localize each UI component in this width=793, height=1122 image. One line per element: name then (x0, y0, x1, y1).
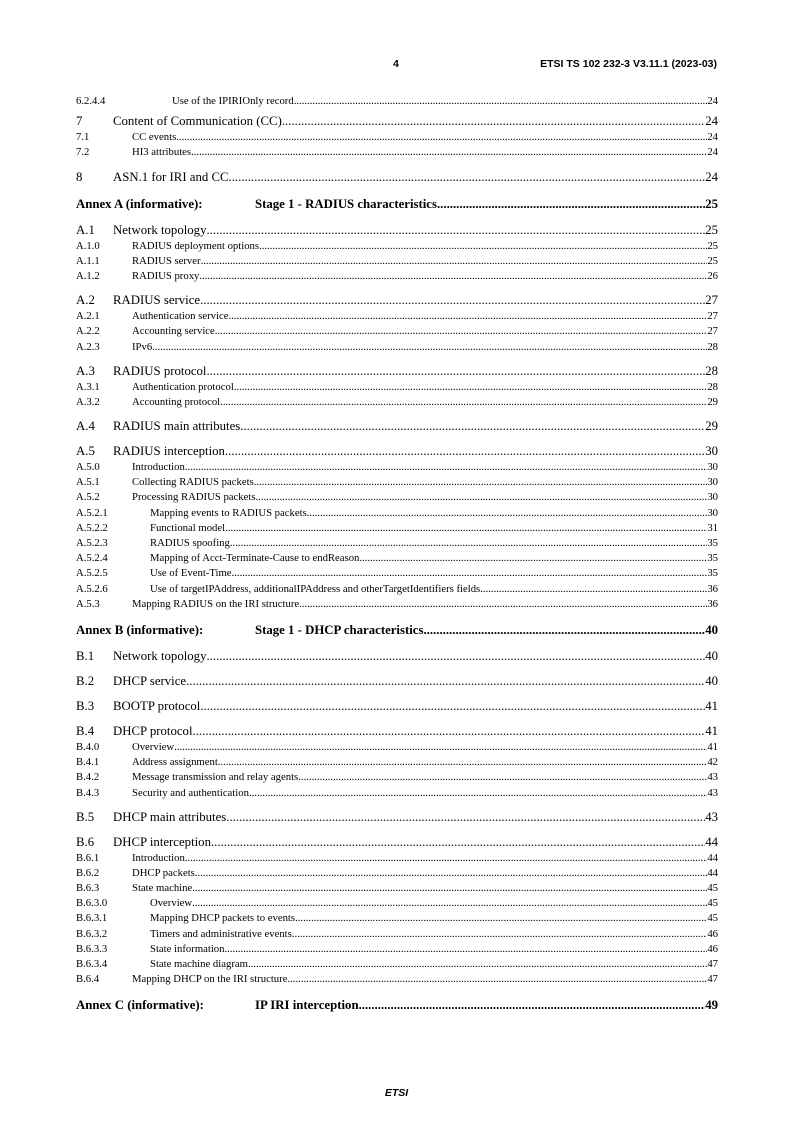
toc-entry-page: 42 (707, 756, 718, 769)
table-of-contents (76, 95, 718, 1016)
toc-entry-number: 8 (76, 169, 83, 184)
toc-entry-number: B.4.2 (76, 771, 100, 784)
toc-entry-page: 26 (707, 269, 718, 282)
toc-entry-page: 24 (705, 169, 718, 184)
toc-dot-leader (206, 649, 705, 664)
toc-entry-title: Stage 1 - RADIUS characteristics (255, 196, 437, 211)
toc-entry-page: 27 (707, 310, 718, 323)
toc-entry-page: 45 (707, 897, 718, 910)
toc-entry-page: 27 (705, 293, 718, 308)
toc-entry[interactable] (76, 583, 718, 598)
toc-entry-number: A.1 (76, 222, 95, 237)
toc-entry-number: A.2.2 (76, 325, 100, 338)
toc-dot-leader (423, 623, 705, 638)
toc-entry-number: A.1.2 (76, 269, 100, 282)
toc-entry-page: 25 (707, 239, 718, 252)
toc-dot-leader (206, 223, 705, 238)
toc-entry[interactable] (76, 958, 718, 973)
toc-entry-title: State machine diagram (150, 958, 248, 970)
toc-entry-title: Security and authentication (132, 786, 249, 799)
toc-entry-number: 7.2 (76, 146, 90, 159)
toc-entry[interactable] (76, 867, 718, 882)
toc-entry-number: B.6.3.0 (76, 897, 108, 910)
toc-dot-leader (226, 810, 705, 825)
toc-dot-leader (174, 741, 707, 753)
toc-entry-number: A.5.1 (76, 476, 100, 489)
toc-entry-number: A.5.2 (76, 491, 100, 504)
toc-entry-number: B.6.4 (76, 973, 100, 986)
toc-dot-leader (287, 973, 707, 985)
toc-entry[interactable] (76, 170, 718, 187)
toc-dot-leader (199, 270, 707, 282)
toc-entry-number: B.6.3 (76, 882, 100, 895)
toc-entry[interactable] (76, 756, 718, 771)
toc-entry[interactable] (76, 461, 718, 476)
toc-entry[interactable] (76, 476, 718, 491)
toc-dot-leader (480, 583, 707, 595)
toc-entry-page: 29 (707, 395, 718, 408)
toc-entry-page: 43 (705, 809, 718, 824)
toc-entry-number: A.2.1 (76, 310, 100, 323)
toc-entry[interactable] (76, 381, 718, 396)
toc-dot-leader (185, 852, 707, 864)
toc-entry-page: 25 (705, 222, 718, 237)
toc-entry-page: 44 (705, 834, 718, 849)
toc-entry-number: B.6.3.1 (76, 912, 108, 925)
toc-entry-number: B.1 (76, 648, 95, 663)
toc-entry-number: A.5.2.3 (76, 537, 108, 549)
toc-dot-leader (254, 476, 708, 488)
toc-entry-title: RADIUS spoofing (150, 537, 230, 549)
toc-entry-number: 7.1 (76, 131, 90, 144)
toc-dot-leader (294, 95, 708, 107)
toc-dot-leader (298, 771, 707, 783)
toc-entry-title: RADIUS service (113, 293, 201, 308)
toc-entry-title: IPv6 (132, 340, 153, 353)
toc-entry[interactable] (76, 598, 718, 613)
toc-entry-title: IP IRI interception (255, 998, 359, 1013)
toc-entry-title: Network topology (113, 648, 207, 663)
toc-entry[interactable] (76, 95, 718, 110)
toc-entry-title: Content of Communication (CC) (113, 114, 282, 129)
toc-entry-page: 44 (707, 851, 718, 864)
toc-entry-title: Overview (132, 740, 175, 753)
toc-dot-leader (152, 341, 707, 353)
toc-entry-page: 35 (707, 552, 718, 565)
toc-entry-number: Annex C (informative): (76, 998, 204, 1013)
toc-entry-title: State information (150, 942, 225, 955)
toc-dot-leader (192, 897, 707, 909)
toc-entry-page: 40 (705, 622, 718, 637)
toc-dot-leader (192, 882, 707, 894)
toc-entry[interactable] (76, 419, 718, 436)
toc-entry-title: HI3 attributes (132, 146, 192, 159)
toc-entry-number: Annex B (informative): (76, 622, 204, 637)
toc-entry-page: 28 (707, 380, 718, 393)
toc-entry-title: RADIUS main attributes (113, 419, 241, 434)
toc-entry-number: Annex A (informative): (76, 196, 203, 211)
toc-dot-leader (295, 912, 707, 924)
toc-entry-title: CC events (132, 131, 177, 144)
toc-entry-number: A.2 (76, 293, 95, 308)
toc-entry[interactable] (76, 943, 718, 958)
toc-entry-title: Mapping DHCP on the IRI structure (132, 973, 288, 986)
toc-entry-page: 40 (705, 673, 718, 688)
toc-entry-number: B.4.1 (76, 756, 100, 769)
toc-dot-leader (292, 928, 708, 940)
toc-entry-number: B.4 (76, 723, 95, 738)
toc-dot-leader (307, 507, 708, 519)
toc-entry[interactable] (76, 649, 718, 666)
toc-entry[interactable] (76, 270, 718, 285)
toc-entry[interactable] (76, 973, 718, 988)
toc-entry-title: Authentication service (132, 310, 229, 323)
toc-entry-page: 27 (707, 325, 718, 338)
toc-entry-title: Introduction (132, 851, 185, 864)
toc-dot-leader (176, 131, 707, 143)
toc-entry[interactable] (76, 325, 718, 340)
toc-entry-number: B.4.0 (76, 740, 100, 753)
toc-entry-number: B.6.2 (76, 866, 100, 879)
toc-entry-title: Overview (150, 897, 193, 910)
toc-entry-title: Use of targetIPAddress, additionalIPAddress and otherTargetIdentifiers fields (150, 582, 481, 595)
toc-dot-leader (218, 756, 708, 768)
toc-entry-page: 29 (705, 419, 718, 434)
toc-entry-page: 47 (707, 973, 718, 986)
toc-dot-leader (230, 537, 707, 549)
toc-entry[interactable] (76, 623, 718, 641)
toc-entry-title: Mapping of Acct-Terminate-Cause to endReason (150, 552, 360, 565)
toc-entry-number: A.5.2.4 (76, 552, 108, 565)
toc-dot-leader (206, 364, 705, 379)
toc-entry-title: RADIUS interception (113, 444, 225, 459)
toc-dot-leader (240, 419, 705, 434)
toc-entry[interactable] (76, 912, 718, 927)
toc-entry-title: RADIUS deployment options (132, 239, 260, 252)
toc-dot-leader (234, 381, 708, 393)
toc-entry-title: DHCP service (113, 673, 187, 688)
toc-entry[interactable] (76, 240, 718, 255)
toc-entry-page: 40 (705, 648, 718, 663)
toc-entry-page: 41 (705, 723, 718, 738)
toc-dot-leader (201, 255, 708, 267)
toc-entry[interactable] (76, 444, 718, 461)
toc-entry-title: Mapping DHCP packets to events (150, 912, 296, 925)
toc-entry[interactable] (76, 396, 718, 411)
toc-entry-number: 6.2.4.4 (76, 95, 106, 107)
toc-entry[interactable] (76, 897, 718, 912)
toc-entry[interactable] (76, 522, 718, 537)
toc-entry-number: A.2.3 (76, 340, 100, 353)
toc-dot-leader (195, 867, 707, 879)
toc-entry-number: A.3.1 (76, 380, 100, 393)
toc-entry-title: Message transmission and relay agents (132, 771, 299, 784)
toc-entry-title: RADIUS protocol (113, 363, 207, 378)
toc-dot-leader (185, 461, 707, 473)
toc-entry[interactable] (76, 552, 718, 567)
toc-entry-number: A.1.0 (76, 239, 100, 252)
toc-entry-title: Functional model (150, 521, 226, 534)
toc-entry[interactable] (76, 364, 718, 381)
toc-dot-leader (186, 674, 705, 689)
toc-dot-leader (248, 958, 707, 970)
toc-entry[interactable] (76, 197, 718, 215)
toc-entry-title: Address assignment (132, 756, 218, 769)
toc-entry[interactable] (76, 537, 718, 552)
toc-entry[interactable] (76, 293, 718, 310)
document-id: ETSI TS 102 232-3 V3.11.1 (2023-03) (540, 58, 717, 70)
toc-entry-number: 7 (76, 114, 83, 129)
footer-publisher: ETSI (384, 1087, 409, 1099)
toc-entry-title: Accounting service (132, 325, 215, 338)
toc-entry-title: DHCP protocol (113, 723, 193, 738)
toc-entry-number: A.5.2.1 (76, 506, 108, 519)
toc-dot-leader (225, 943, 708, 955)
toc-entry-page: 35 (707, 537, 718, 549)
toc-entry[interactable] (76, 491, 718, 506)
toc-entry[interactable] (76, 114, 718, 131)
toc-entry-page: 47 (707, 958, 718, 970)
toc-entry-page: 25 (707, 254, 718, 267)
toc-entry-page: 24 (707, 146, 718, 159)
toc-entry-title: Mapping events to RADIUS packets (150, 506, 307, 519)
toc-entry-page: 44 (707, 866, 718, 879)
toc-dot-leader (225, 522, 707, 534)
toc-entry-title: Accounting protocol (132, 395, 221, 408)
toc-entry-number: A.5.2.5 (76, 567, 108, 580)
toc-dot-leader (193, 724, 706, 739)
toc-entry[interactable] (76, 810, 718, 827)
toc-dot-leader (256, 491, 708, 503)
toc-dot-leader (359, 998, 706, 1013)
toc-entry-number: B.5 (76, 809, 95, 824)
toc-entry-page: 30 (707, 491, 718, 504)
page-number: 4 (393, 58, 399, 70)
toc-entry[interactable] (76, 146, 718, 161)
toc-entry[interactable] (76, 255, 718, 270)
toc-entry[interactable] (76, 341, 718, 356)
toc-entry[interactable] (76, 674, 718, 691)
toc-entry-title: Use of Event-Time (150, 567, 232, 580)
toc-entry-page: 43 (707, 786, 718, 799)
toc-entry-page: 30 (707, 461, 718, 474)
toc-entry-page: 24 (707, 95, 718, 107)
toc-entry[interactable] (76, 741, 718, 756)
toc-entry-title: DHCP main attributes (113, 809, 227, 824)
toc-entry-number: A.3.2 (76, 395, 100, 408)
toc-entry-number: B.6.1 (76, 851, 100, 864)
toc-entry-number: A.5.0 (76, 461, 100, 474)
toc-entry-title: Mapping RADIUS on the IRI structure (132, 597, 300, 610)
toc-entry-number: B.6.3.2 (76, 927, 108, 940)
toc-entry-number: B.6 (76, 834, 95, 849)
toc-entry-number: A.5.2.6 (76, 582, 108, 595)
toc-entry[interactable] (76, 699, 718, 716)
toc-entry-number: B.2 (76, 673, 95, 688)
toc-entry-title: DHCP interception (113, 834, 211, 849)
toc-entry-page: 41 (707, 740, 718, 753)
toc-entry-page: 31 (707, 521, 718, 534)
toc-dot-leader (228, 310, 707, 322)
toc-dot-leader (220, 396, 707, 408)
toc-dot-leader (299, 598, 707, 610)
toc-entry-page: 46 (707, 927, 718, 940)
toc-entry-page: 35 (707, 567, 718, 580)
toc-entry-number: A.5.2.2 (76, 521, 108, 534)
toc-entry-title: Authentication protocol (132, 380, 234, 393)
toc-dot-leader (359, 552, 707, 564)
toc-entry[interactable] (76, 787, 718, 802)
toc-entry-page: 30 (707, 476, 718, 489)
toc-entry[interactable] (76, 771, 718, 786)
toc-entry-title: Introduction (132, 461, 185, 474)
toc-entry-number: A.3 (76, 363, 95, 378)
toc-entry-title: RADIUS server (132, 254, 201, 267)
toc-entry-title: Collecting RADIUS packets (132, 476, 254, 489)
toc-dot-leader (200, 699, 705, 714)
toc-dot-leader (225, 444, 705, 459)
toc-entry-page: 36 (707, 597, 718, 610)
toc-entry-number: A.5 (76, 444, 95, 459)
toc-entry-page: 36 (707, 582, 718, 595)
toc-entry-page: 28 (705, 363, 718, 378)
toc-dot-leader (229, 170, 706, 185)
toc-entry[interactable] (76, 998, 718, 1016)
toc-entry-page: 30 (705, 444, 718, 459)
toc-entry-page: 41 (705, 698, 718, 713)
toc-entry-title: Network topology (113, 222, 207, 237)
toc-entry-page: 45 (707, 912, 718, 925)
toc-entry[interactable] (76, 928, 718, 943)
toc-dot-leader (259, 240, 707, 252)
toc-entry-number: B.6.3.4 (76, 958, 108, 970)
toc-dot-leader (215, 325, 708, 337)
toc-entry[interactable] (76, 567, 718, 582)
toc-entry-title: Processing RADIUS packets (132, 491, 256, 504)
toc-dot-leader (191, 146, 707, 158)
toc-entry-title: RADIUS proxy (132, 269, 200, 282)
toc-entry[interactable] (76, 223, 718, 240)
toc-entry-number: B.4.3 (76, 786, 100, 799)
toc-entry[interactable] (76, 882, 718, 897)
toc-entry-number: A.5.3 (76, 597, 100, 610)
toc-entry-page: 24 (707, 131, 718, 144)
toc-entry-page: 28 (707, 340, 718, 353)
toc-entry-title: DHCP packets (132, 866, 195, 879)
toc-entry-title: Stage 1 - DHCP characteristics (255, 622, 424, 637)
toc-dot-leader (200, 293, 705, 308)
toc-entry[interactable] (76, 835, 718, 852)
toc-entry[interactable] (76, 131, 718, 146)
toc-entry[interactable] (76, 507, 718, 522)
toc-dot-leader (249, 787, 707, 799)
toc-entry-title: BOOTP protocol (113, 698, 201, 713)
toc-entry-page: 25 (705, 196, 718, 211)
toc-dot-leader (211, 835, 705, 850)
toc-entry-page: 24 (705, 114, 718, 129)
toc-dot-leader (282, 114, 705, 129)
toc-entry-title: ASN.1 for IRI and CC (113, 169, 229, 184)
toc-entry[interactable] (76, 310, 718, 325)
toc-entry-page: 30 (707, 506, 718, 519)
toc-entry-page: 49 (705, 998, 718, 1013)
toc-entry-number: B.3 (76, 698, 95, 713)
toc-entry-page: 46 (707, 942, 718, 955)
toc-entry-number: B.6.3.3 (76, 942, 108, 955)
toc-entry[interactable] (76, 724, 718, 741)
toc-entry-number: A.1.1 (76, 254, 100, 267)
toc-entry-page: 43 (707, 771, 718, 784)
toc-entry-title: State machine (132, 882, 193, 895)
toc-entry-title: Timers and administrative events (150, 927, 292, 940)
toc-entry-page: 45 (707, 882, 718, 895)
toc-entry-number: A.4 (76, 419, 95, 434)
toc-dot-leader (437, 197, 705, 212)
toc-entry-title: Use of the IPIRIOnly record (172, 95, 294, 107)
toc-dot-leader (232, 567, 708, 579)
toc-entry[interactable] (76, 852, 718, 867)
